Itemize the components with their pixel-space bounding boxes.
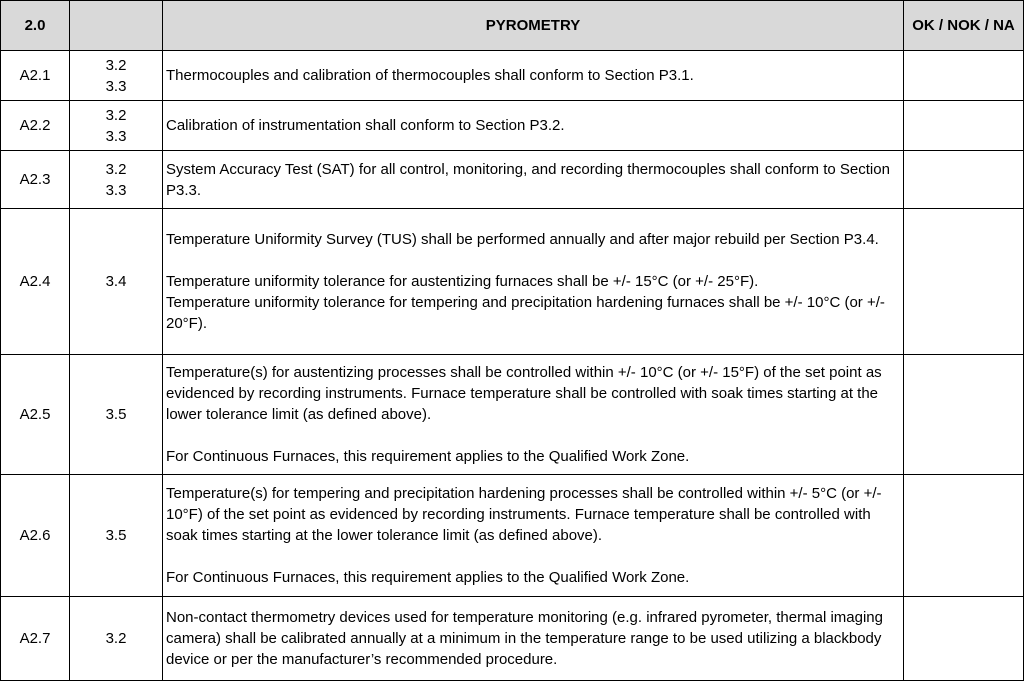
requirements-body: [1, 51, 1024, 681]
requirement-text: [163, 51, 904, 101]
reference-number: 3.3: [105, 77, 127, 95]
requirement-text: [163, 209, 904, 355]
reference-number: 3.5: [105, 406, 127, 423]
requirement-paragraph: Non-contact thermometry devices used for temperature monitoring (e.g. infrared pyrometer, thermal imaging camera) shall be calibrated annually at a minimum in the temperature range to be used utilizing a blackbody device or per the manufacturer’s recommended procedure.: [166, 609, 883, 668]
status-header: OK / NOK / NA: [904, 1, 1024, 51]
table-row: [1, 209, 1024, 355]
requirement-paragraph: Temperature uniformity tolerance for austentizing furnaces shall be +/- 15°C (or +/- 25°F).: [166, 273, 759, 290]
reference-number: 3.2: [105, 630, 127, 647]
reference-number: 3.3: [105, 127, 127, 145]
section-title-header: PYROMETRY: [163, 1, 904, 51]
reference-number: 3.4: [105, 273, 127, 290]
status-cell[interactable]: [904, 475, 1024, 597]
requirement-text: [163, 355, 904, 475]
reference-cell: [70, 51, 163, 101]
header-row: [1, 1, 1024, 51]
requirement-text: [163, 475, 904, 597]
paragraph-spacer: [166, 546, 900, 567]
requirement-text: [163, 597, 904, 681]
status-cell[interactable]: [904, 101, 1024, 151]
requirement-id: A2.2: [1, 101, 70, 151]
reference-cell: [70, 597, 163, 681]
requirement-paragraph: Temperature Uniformity Survey (TUS) shall be performed annually and after major rebuild per Section P3.4.: [166, 231, 879, 248]
requirement-paragraph: Temperature(s) for austentizing processes shall be controlled within +/- 10°C (or +/- 15°F) of the set point as evidenced by recording instruments. Furnace temperature shall be controlled with soak times starting at the lower tolerance limit (as defined above).: [166, 364, 882, 423]
requirement-id: A2.6: [1, 475, 70, 597]
requirement-paragraph: System Accuracy Test (SAT) for all control, monitoring, and recording thermocouples shall conform to Section P3.3.: [166, 160, 890, 199]
table-row: [1, 597, 1024, 681]
paragraph-spacer: [166, 250, 900, 271]
reference-number: 3.3: [105, 181, 127, 199]
requirement-id: A2.7: [1, 597, 70, 681]
reference-header: [70, 1, 163, 51]
reference-cell: [70, 355, 163, 475]
status-cell[interactable]: [904, 209, 1024, 355]
reference-number: 3.2: [105, 106, 127, 124]
requirement-id: A2.3: [1, 151, 70, 209]
section-number-header: 2.0: [1, 1, 70, 51]
requirement-paragraph: For Continuous Furnaces, this requirement applies to the Qualified Work Zone.: [166, 448, 690, 465]
requirement-paragraph: Temperature(s) for tempering and precipitation hardening processes shall be controlled within +/- 5°C (or +/- 10°F) of the set point as evidenced by recording instruments. Furnace temperature shall be controlled with soak times starting at the lower tolerance limit (as defined above).: [166, 485, 882, 544]
requirement-text: [163, 101, 904, 151]
reference-cell: [70, 151, 163, 209]
requirement-paragraph: Temperature uniformity tolerance for tempering and precipitation hardening furnaces shall be +/- 10°C (or +/- 20°F).: [166, 294, 885, 332]
table-row: [1, 475, 1024, 597]
reference-number: 3.2: [105, 56, 127, 74]
requirement-id: A2.4: [1, 209, 70, 355]
requirement-id: A2.1: [1, 51, 70, 101]
requirement-paragraph: For Continuous Furnaces, this requirement applies to the Qualified Work Zone.: [166, 569, 690, 586]
paragraph-spacer: [166, 425, 900, 446]
reference-number: 3.2: [105, 160, 127, 178]
requirement-paragraph: Calibration of instrumentation shall conform to Section P3.2.: [166, 117, 565, 134]
status-cell[interactable]: [904, 597, 1024, 681]
reference-cell: [70, 475, 163, 597]
requirement-id: A2.5: [1, 355, 70, 475]
reference-number: 3.5: [105, 527, 127, 544]
table-row: [1, 51, 1024, 101]
reference-cell: [70, 101, 163, 151]
reference-cell: [70, 209, 163, 355]
table-row: [1, 151, 1024, 209]
status-cell[interactable]: [904, 355, 1024, 475]
status-cell[interactable]: [904, 151, 1024, 209]
table-row: [1, 355, 1024, 475]
table-row: [1, 101, 1024, 151]
requirement-text: [163, 151, 904, 209]
requirement-paragraph: Thermocouples and calibration of thermocouples shall conform to Section P3.1.: [166, 67, 694, 84]
status-cell[interactable]: [904, 51, 1024, 101]
